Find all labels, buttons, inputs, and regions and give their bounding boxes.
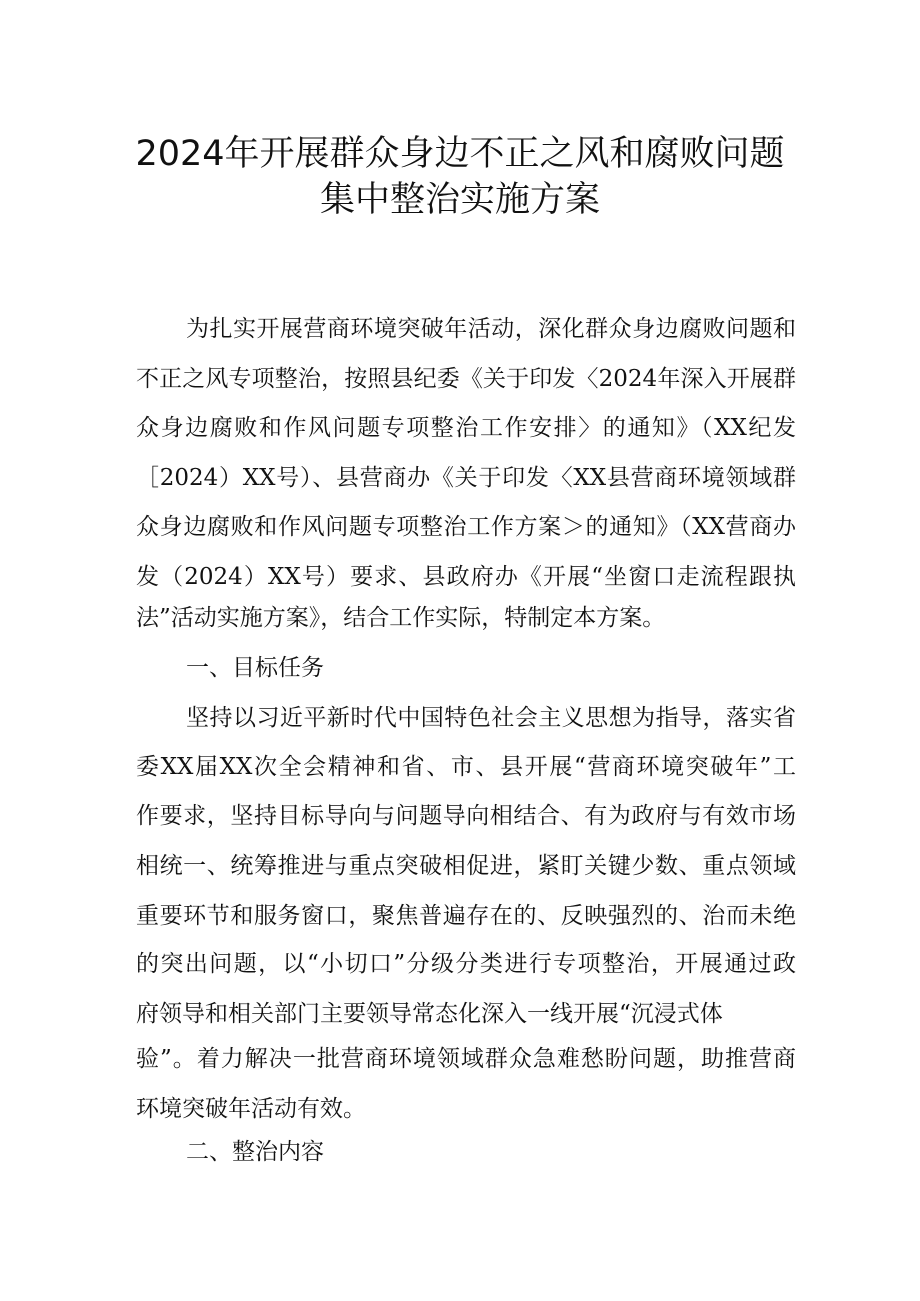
paragraph-1-line-4: ［2024）XX号）、县营商办《关于印发〈XX县营商环境领域群 — [136, 465, 796, 491]
section-heading-2: 二、整治内容 — [186, 1139, 324, 1165]
paragraph-1-line-6: 发（2024）XX号）要求、县政府办《开展“坐窗口走流程跟执 — [136, 564, 796, 590]
paragraph-2-line-5: 重要环节和服务窗口，聚焦普遍存在的、反映强烈的、治而未绝 — [136, 903, 796, 929]
paragraph-1-line-7: 法”活动实施方案》，结合工作实际，特制定本方案。 — [136, 605, 666, 631]
paragraph-1-line-5: 众身边腐败和作风问题专项整治工作方案＞的通知》（XX营商办 — [136, 514, 796, 540]
paragraph-2-line-7: 府领导和相关部门主要领导常态化深入一线开展“沉浸式体 — [136, 1001, 723, 1027]
section-heading-1: 一、目标任务 — [186, 655, 324, 681]
paragraph-2-line-3: 作要求，坚持目标导向与问题导向相结合、有为政府与有效市场 — [136, 803, 796, 829]
paragraph-2-line-1: 坚持以习近平新时代中国特色社会主义思想为指导，落实省 — [186, 705, 796, 731]
paragraph-1-line-3: 众身边腐败和作风问题专项整治工作安排〉的通知》（XX纪发 — [136, 415, 796, 441]
document-title-line-1: 2024年开展群众身边不正之风和腐败问题 — [135, 134, 785, 174]
paragraph-2-line-6: 的突出问题，以“小切口”分级分类进行专项整治，开展通过政 — [136, 951, 796, 977]
document-title-line-2: 集中整治实施方案 — [319, 180, 600, 220]
paragraph-2-line-4: 相统一、统筹推进与重点突破相促进，紧盯关键少数、重点领域 — [136, 853, 796, 879]
paragraph-1-line-2: 不正之风专项整治，按照县纪委《关于印发〈2024年深入开展群 — [136, 366, 796, 392]
paragraph-1-line-1: 为扎实开展营商环境突破年活动，深化群众身边腐败问题和 — [186, 316, 796, 342]
paragraph-2-line-9: 环境突破年活动有效。 — [136, 1096, 366, 1122]
paragraph-2-line-8: 验”。着力解决一批营商环境领域群众急难愁盼问题，助推营商 — [136, 1046, 796, 1072]
paragraph-2-line-2: 委XX届XX次全会精神和省、市、县开展“营商环境突破年”工 — [136, 754, 796, 780]
